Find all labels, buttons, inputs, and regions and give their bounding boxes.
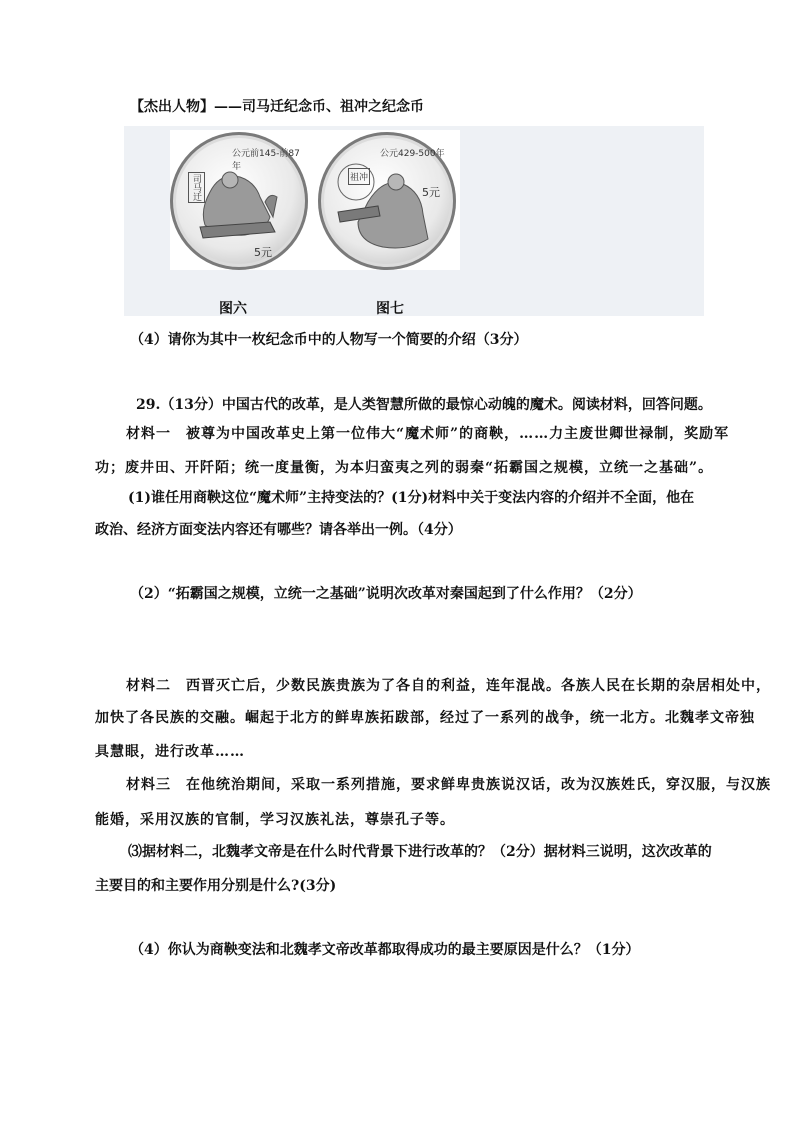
coin2-dates: 公元429-500年	[380, 149, 445, 159]
q2: （2）“拓霸国之规模，立统一之基础”说明次改革对秦国起到了什么作用？（2分）	[130, 586, 642, 602]
q4: （4）你认为商鞅变法和北魏孝文帝改革都取得成功的最主要原因是什么？（1分）	[130, 942, 640, 958]
coin1-name-stamp: 司马迁	[188, 172, 205, 203]
section-heading: 【杰出人物】——司马迁纪念币、祖冲之纪念币	[130, 99, 424, 115]
coin2-seal: 祖冲	[348, 168, 370, 185]
figure-caption-7: 图七	[376, 301, 404, 317]
zu-chongzhi-coin	[318, 132, 456, 270]
material-1-line-1: 材料一 被尊为中国改革史上第一位伟大“魔术师”的商鞅，……力主废世卿世禄制，奖励军	[126, 426, 730, 442]
q3-line-1: ⑶据材料二，北魏孝文帝是在什么时代背景下进行改革的？（2分）据材料三说明，这次改革的	[128, 844, 712, 860]
material-3-line-1: 材料三 在他统治期间，采取一系列措施，要求鲜卑贵族说汉话，改为汉族姓氏，穿汉服，与汉族	[126, 777, 771, 793]
coin2-denomination: 5元	[422, 186, 440, 199]
q1-line-1: (1)谁任用商鞅这位“魔术师”主持变法的？(1分)材料中关于变法内容的介绍并不全面，他在	[128, 490, 695, 506]
material-2-line-1: 材料二 西晋灭亡后，少数民族贵族为了各自的利益，连年混战。各族人民在长期的杂居相处中，	[126, 678, 771, 694]
question-4-prev: （4）请你为其中一枚纪念币中的人物写一个简要的介绍（3分）	[130, 332, 528, 348]
coin1-denomination: 5元	[254, 246, 272, 259]
material-2-line-2: 加快了各民族的交融。崛起于北方的鲜卑族拓跋部，经过了一系列的战争，统一北方。北魏孝文帝独	[95, 710, 755, 726]
q29-intro: 29.（13分）中国古代的改革，是人类智慧所做的最惊心动魄的魔术。阅读材料，回答问题。	[136, 397, 712, 413]
material-1-line-2: 功；废井田、开阡陌；统一度量衡，为本归蛮夷之列的弱秦“拓霸国之规模，立统一之基础”。	[95, 460, 714, 476]
q1-line-2: 政治、经济方面变法内容还有哪些？请各举出一例。（4分）	[95, 522, 462, 538]
q3-line-2: 主要目的和主要作用分别是什么?(3分)	[95, 878, 337, 894]
coin1-dates: 公元前145-前87年	[232, 149, 300, 172]
material-2-line-3: 具慧眼，进行改革……	[95, 744, 245, 760]
figure-caption-6: 图六	[219, 301, 247, 317]
sima-qian-coin	[170, 132, 308, 270]
material-3-line-2: 能婚，采用汉族的官制，学习汉族礼法，尊崇孔子等。	[95, 812, 455, 828]
